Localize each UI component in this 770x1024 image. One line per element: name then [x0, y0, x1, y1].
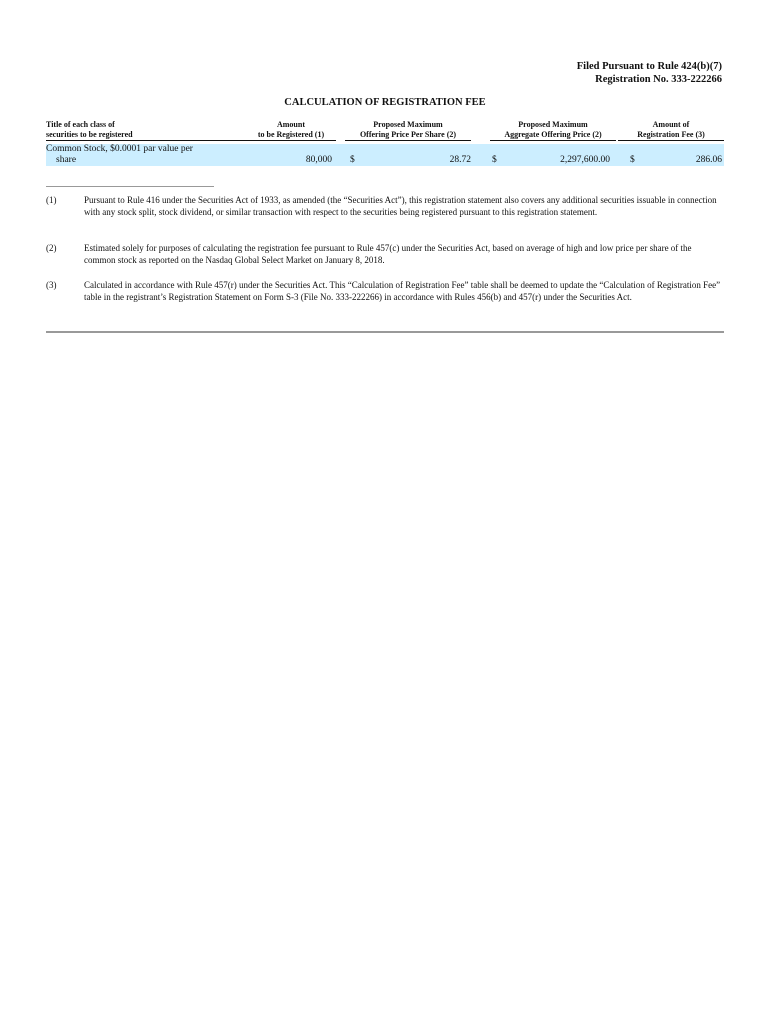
footnote-number: (2) — [46, 243, 57, 253]
col-header-price-per-share: Proposed Maximum Offering Price Per Share (2) — [345, 120, 471, 141]
footnote-text: Calculated in accordance with Rule 457(r) under the Securities Act. This “Calculation of Registration Fee” table shall be deemed to update the “Calculation of Registration Fee” table in the registrant’s Registration Statement on Form S-3 (File No. 333-222266) in accordance with Rules 456(b) and 457(r) under the Securities Act. — [84, 280, 721, 302]
bottom-divider — [46, 331, 724, 333]
row-title: Common Stock, $0.0001 par value per share — [46, 144, 193, 165]
row-price-per-share: 28.72 — [449, 155, 471, 165]
row-aggregate-price: 2,297,600.00 — [560, 155, 610, 165]
footnote-divider — [46, 186, 214, 187]
registration-number: Registration No. 333-222266 — [595, 74, 722, 85]
footnote-number: (1) — [46, 195, 57, 205]
footnote-text: Estimated solely for purposes of calculating the registration fee pursuant to Rule 457(c) under the Securities Act, based on average of high and low price per share of the common stock as reported on the Nasdaq Global Select Market on January 8, 2018. — [84, 243, 692, 265]
dollar-sign: $ — [630, 155, 635, 165]
dollar-sign: $ — [492, 155, 497, 165]
filing-reference — [577, 60, 722, 86]
col-header-amount: Amount to be Registered (1) — [246, 120, 336, 141]
page-title: CALCULATION OF REGISTRATION FEE — [284, 97, 486, 108]
row-registration-fee: 286.06 — [695, 155, 722, 165]
col-header-aggregate-price: Proposed Maximum Aggregate Offering Price (2) — [490, 120, 616, 141]
footnote-text: Pursuant to Rule 416 under the Securities Act of 1933, as amended (the “Securities Act”), this registration statement also covers any additional securities issuable in connection with any stock split, stock dividend, or similar transaction with respect to the securities being registered pursuant to this registration statement. — [84, 195, 717, 217]
footnote-number: (3) — [46, 280, 57, 290]
col-header-registration-fee: Amount of Registration Fee (3) — [618, 120, 724, 141]
filed-pursuant-line: Filed Pursuant to Rule 424(b)(7) — [576, 61, 722, 72]
dollar-sign: $ — [350, 155, 355, 165]
row-amount: 80,000 — [305, 155, 332, 165]
col-header-title: Title of each class of securities to be registered — [46, 120, 246, 141]
